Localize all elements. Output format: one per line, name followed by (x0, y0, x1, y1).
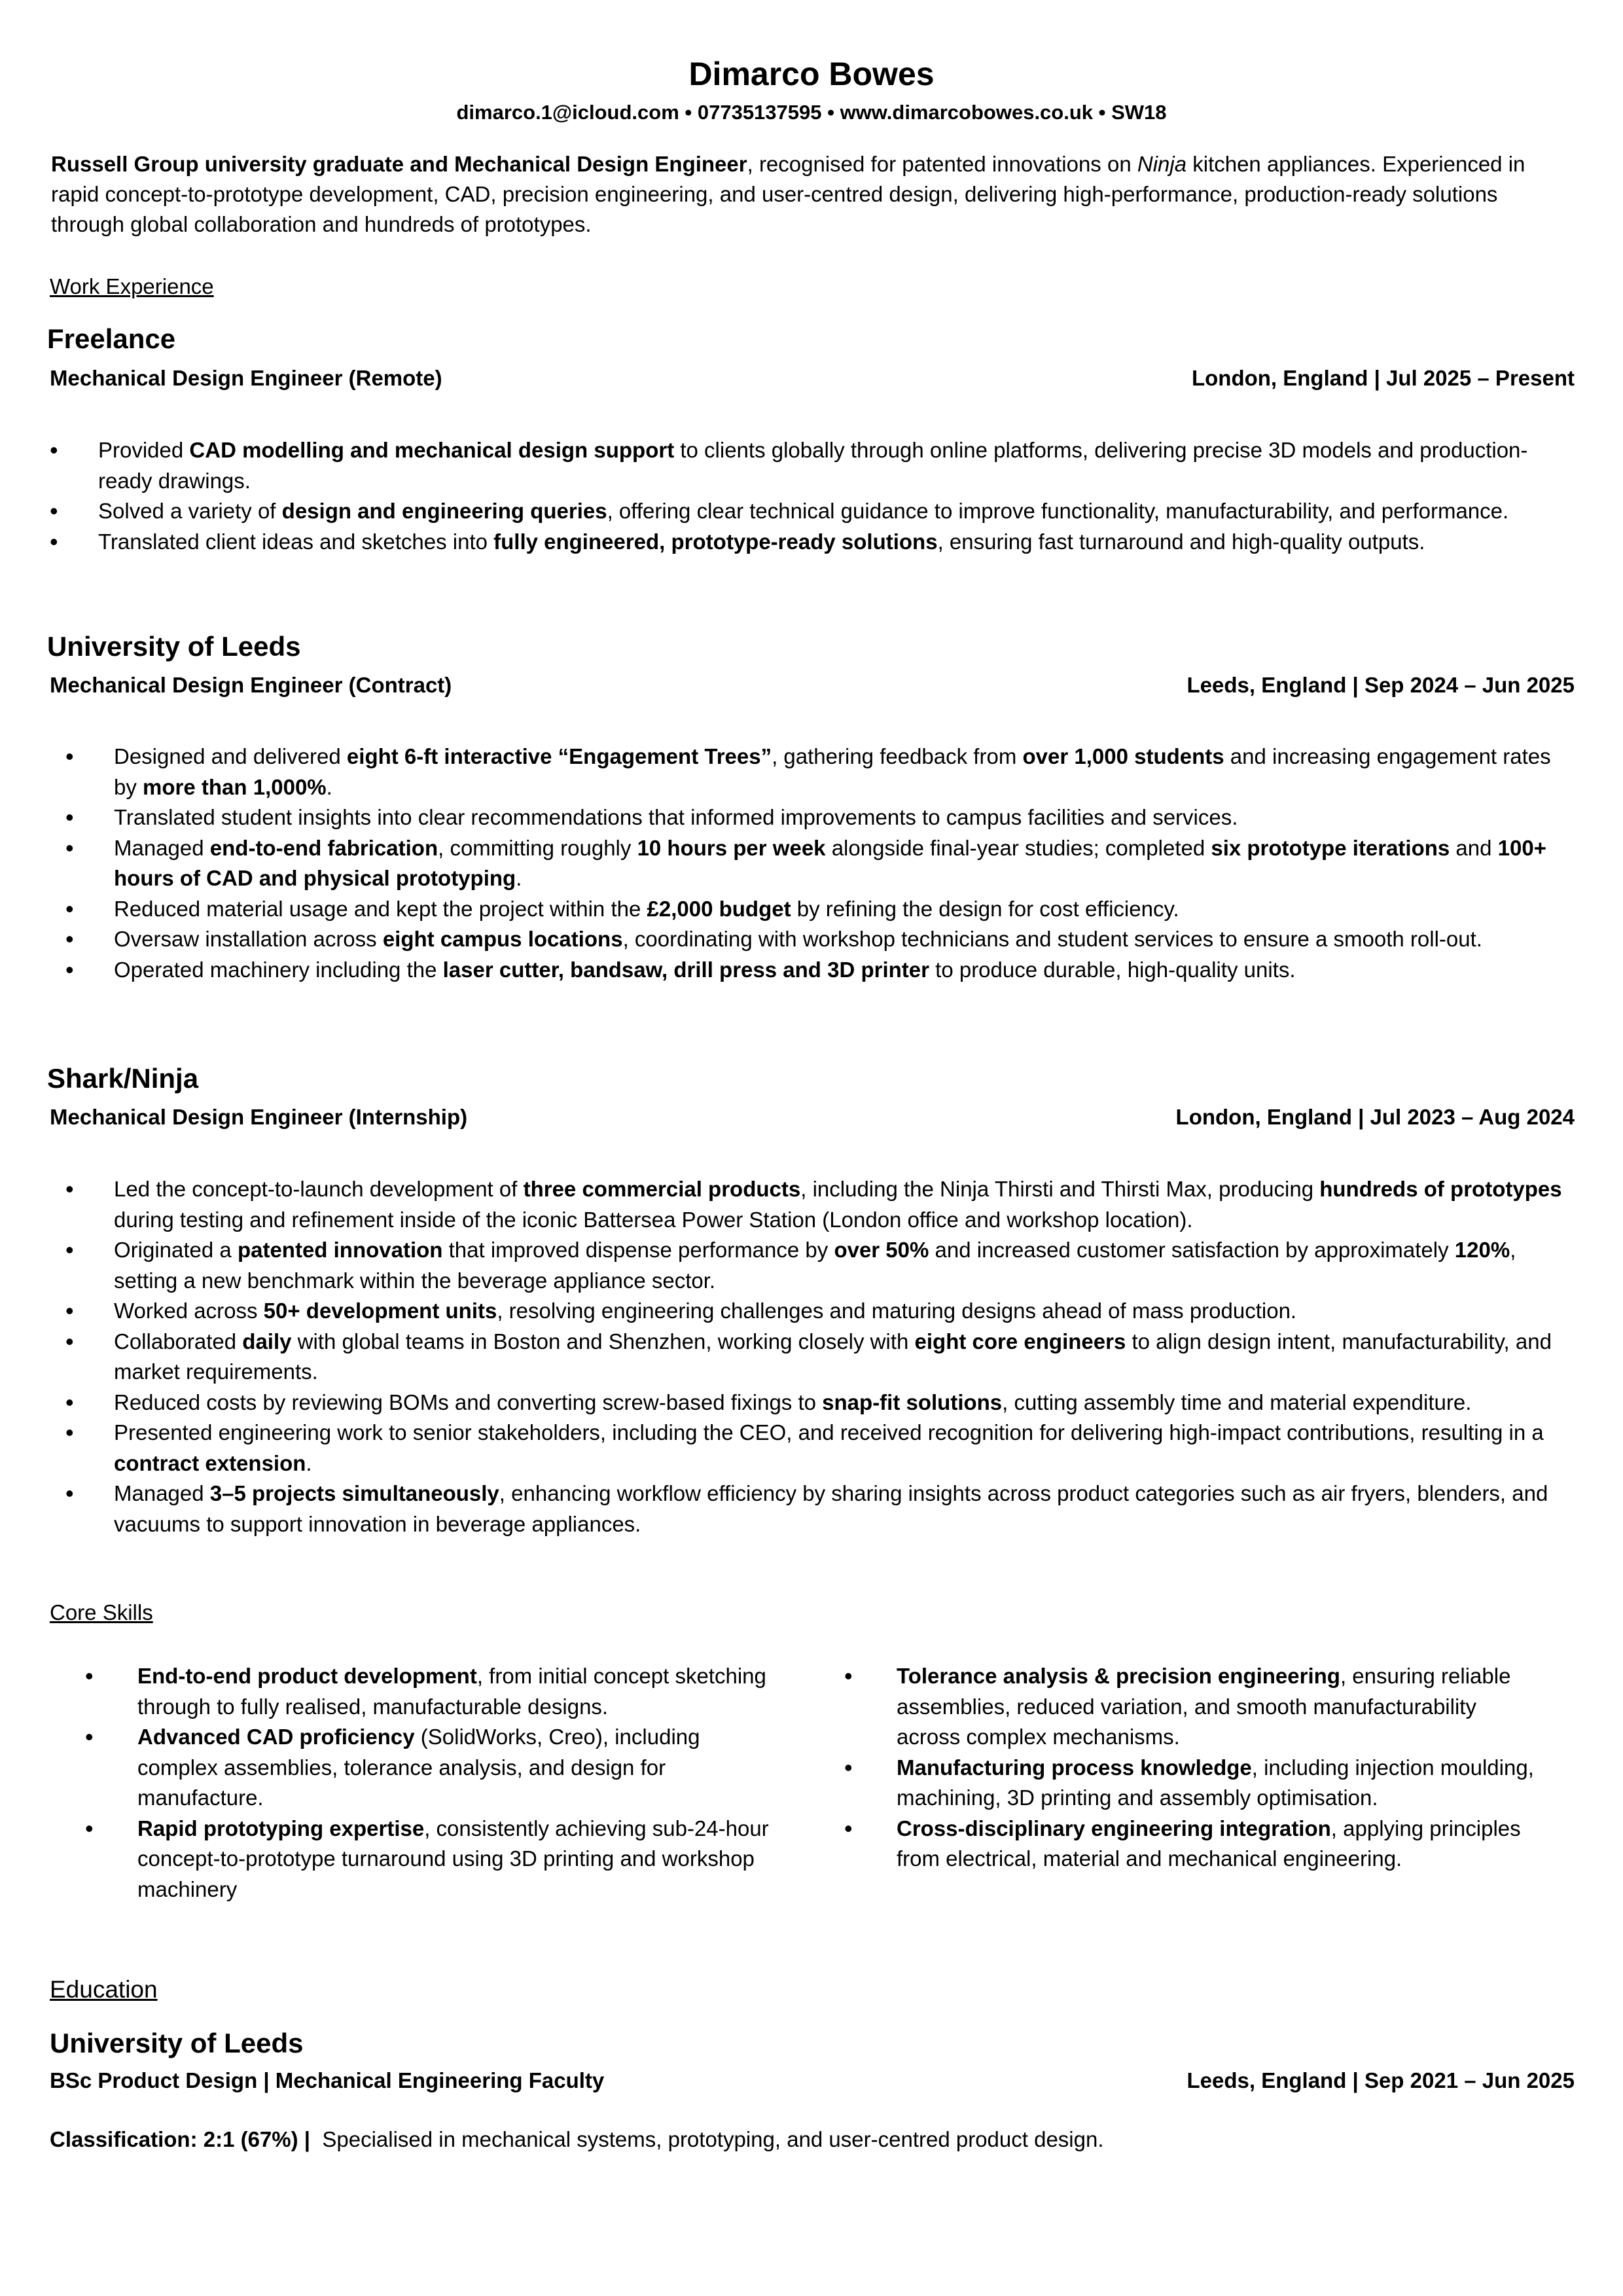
bullet-dot-icon: • (50, 437, 58, 463)
bullet-item (85, 1722, 779, 1814)
profile-summary (51, 149, 1576, 240)
bullet-text: , gathering feedback from (772, 744, 1023, 768)
job-role: Mechanical Design Engineer (Contract) (50, 673, 452, 697)
job-location-dates: London, England | Jul 2025 – Present (1191, 366, 1575, 390)
bullet-bold-text: snap-fit solutions (822, 1390, 1003, 1414)
summary-italic: Ninja (1137, 152, 1187, 176)
bullet-text: by refining the design for cost efficiency. (791, 896, 1179, 921)
bullet-bold-text: Rapid prototyping expertise (137, 1816, 425, 1840)
bullet-text: , applying principles from electrical, material and mechanical engineering. (897, 1816, 1521, 1871)
bullet-item (85, 1661, 779, 1722)
bullet-bold-text: 120% (1454, 1238, 1510, 1262)
bullet-bold-text: end-to-end fabrication (209, 835, 438, 860)
bullet-text: Worked across (114, 1299, 264, 1323)
bullet-text: to produce durable, high-quality units. (929, 957, 1296, 982)
bullet-bold-text: patented innovation (237, 1238, 443, 1262)
bullet-text: Translated client ideas and sketches into (98, 529, 494, 554)
degree-row (50, 2066, 1575, 2096)
bullet-text: , setting a new benchmark within the beverage appliance sector. (114, 1238, 1516, 1293)
bullet-text: Originated a (114, 1238, 238, 1262)
classification: Classification: 2:1 (67%) | (50, 2127, 311, 2151)
job-bullets (50, 435, 1576, 557)
bullet-dot-icon: • (85, 1723, 94, 1750)
bullet-text: and increased customer satisfaction by approximately (929, 1238, 1455, 1262)
bullet-bold-text: Tolerance analysis & precision engineering (897, 1664, 1340, 1688)
bullet-text: . (326, 774, 332, 799)
bullet-bold-text: 50+ development units (263, 1299, 497, 1323)
bullet-bold-text: over 50% (834, 1238, 929, 1262)
bullet-dot-icon: • (65, 1175, 74, 1202)
bullet-text: . (516, 866, 522, 890)
bullet-item (65, 1327, 1576, 1388)
bullet-text: with global teams in Boston and Shenzhen, working closely with (291, 1329, 915, 1354)
bullet-bold-text: eight core engineers (914, 1329, 1126, 1354)
bullet-text: Designed and delivered (114, 744, 347, 768)
bullet-item (844, 1753, 1538, 1814)
bullet-bold-text: Manufacturing process knowledge (897, 1755, 1252, 1780)
bullet-text: Solved a variety of (98, 499, 282, 523)
school-name: University of Leeds (50, 2028, 304, 2058)
bullet-dot-icon: • (65, 1388, 74, 1416)
bullet-bold-text: design and engineering queries (281, 499, 607, 523)
bullet-bold-text: eight campus locations (382, 927, 623, 951)
summary-lead: Russell Group university graduate and Mechanical Design Engineer (51, 152, 747, 176)
bullet-text: to align design intent, manufacturability, and market requirements. (114, 1329, 1552, 1384)
bullet-item (65, 833, 1576, 894)
job-role: Mechanical Design Engineer (Internship) (50, 1105, 468, 1129)
bullet-dot-icon: • (844, 1753, 853, 1781)
bullet-item (65, 1479, 1576, 1539)
bullet-bold-text: hundreds of prototypes (1319, 1177, 1562, 1201)
bullet-text: , including injection moulding, machining, 3D printing and assembly optimisation. (897, 1755, 1534, 1810)
job-location-dates: London, England | Jul 2023 – Aug 2024 (1175, 1105, 1575, 1129)
skills-list-left (85, 1661, 779, 1905)
bullet-text: Translated student insights into clear recommendations that informed improvements to campus facilities and services. (114, 805, 1238, 829)
skills-list-right (844, 1661, 1538, 1874)
bullet-item (85, 1814, 779, 1905)
company-name: Freelance (47, 323, 176, 354)
bullet-text: alongside final-year studies; completed (825, 835, 1211, 860)
bullet-text: , enhancing workflow efficiency by sharing insights across product categories such as air fryers, blenders, and vacuums to support innovation in beverage appliances. (114, 1481, 1548, 1536)
bullet-text: Collaborated (114, 1329, 243, 1354)
bullet-dot-icon: • (65, 895, 74, 922)
bullet-bold-text: daily (242, 1329, 292, 1354)
bullet-text: , coordinating with workshop technicians and student services to ensure a smooth roll-out. (622, 927, 1482, 951)
bullet-dot-icon: • (65, 1236, 74, 1263)
candidate-name: Dimarco Bowes (688, 56, 935, 92)
bullet-bold-text: three commercial products (523, 1177, 801, 1201)
job-bullets (65, 742, 1576, 985)
bullet-text: and (1450, 835, 1498, 860)
bullet-dot-icon: • (85, 1662, 94, 1689)
bullet-bold-text: 100+ hours of CAD and physical prototyping (114, 835, 1547, 890)
bullet-dot-icon: • (50, 528, 58, 555)
contact-line: dimarco.1@icloud.com • 07735137595 • www.dimarcobowes.co.uk • SW18 (456, 101, 1167, 124)
bullet-text: , consistently achieving sub-24-hour concept-to-prototype turnaround using 3D printing and workshop machinery (137, 1816, 769, 1901)
bullet-bold-text: six prototype iterations (1211, 835, 1450, 860)
bullet-text: to clients globally through online platforms, delivering precise 3D models and production-ready drawings. (98, 438, 1528, 493)
bullet-text: , offering clear technical guidance to improve functionality, manufacturability, and performance. (607, 499, 1509, 523)
bullet-item (65, 1296, 1576, 1327)
bullet-item (844, 1814, 1538, 1874)
bullet-dot-icon: • (65, 804, 74, 831)
bullet-bold-text: £2,000 budget (647, 896, 791, 921)
bullet-text: . (306, 1450, 312, 1475)
bullet-text: (SolidWorks, Creo), including complex assemblies, tolerance analysis, and design for manufacture. (137, 1725, 700, 1810)
bullet-bold-text: Cross-disciplinary engineering integration (897, 1816, 1331, 1840)
summary-text: kitchen appliances. Experienced in rapid concept-to-prototype development, CAD, precision engineering, and user-centred design, delivering high-performance, production-ready solutions through global collaboration and hundreds of prototypes. (51, 152, 1525, 236)
bullet-text: Led the concept-to-launch development of (114, 1177, 524, 1201)
bullet-dot-icon: • (50, 497, 58, 524)
bullet-item (50, 527, 1576, 558)
education-details: Specialised in mechanical systems, prototyping, and user-centred product design. (322, 2127, 1104, 2151)
bullet-dot-icon: • (65, 925, 74, 952)
bullet-item (65, 1235, 1576, 1296)
bullet-dot-icon: • (65, 1297, 74, 1324)
job-role: Mechanical Design Engineer (Remote) (50, 366, 442, 390)
bullet-text: Oversaw installation across (114, 927, 383, 951)
job-location-dates: Leeds, England | Sep 2024 – Jun 2025 (1186, 673, 1575, 697)
bullet-bold-text: End-to-end product development (137, 1664, 477, 1688)
bullet-dot-icon: • (65, 1419, 74, 1446)
summary-text: , recognised for patented innovations on (747, 152, 1137, 176)
bullet-text: , cutting assembly time and material expenditure. (1002, 1390, 1472, 1414)
bullet-dot-icon: • (85, 1814, 94, 1842)
bullet-text: , resolving engineering challenges and maturing designs ahead of mass production. (497, 1299, 1297, 1323)
bullet-text: Reduced material usage and kept the project within the (114, 896, 647, 921)
bullet-item (65, 1388, 1576, 1418)
bullet-dot-icon: • (65, 1327, 74, 1355)
bullet-bold-text: eight 6-ft interactive “Engagement Trees” (346, 744, 772, 768)
bullet-bold-text: laser cutter, bandsaw, drill press and 3D printer (442, 957, 929, 982)
bullet-bold-text: contract extension (114, 1450, 306, 1475)
bullet-dot-icon: • (844, 1814, 853, 1842)
bullet-item (50, 435, 1576, 496)
classification-row (50, 2125, 1104, 2155)
job-role-row (50, 363, 1575, 393)
section-title-education: Education (50, 1976, 158, 2003)
bullet-bold-text: Advanced CAD proficiency (137, 1725, 415, 1749)
bullet-text: that improved dispense performance by (442, 1238, 834, 1262)
bullet-item (65, 924, 1576, 955)
bullet-bold-text: CAD modelling and mechanical design support (189, 438, 675, 462)
bullet-item (65, 1174, 1576, 1235)
bullet-dot-icon: • (65, 834, 74, 861)
bullet-text: during testing and refinement inside of the iconic Battersea Power Station (London office and workshop location). (114, 1207, 1193, 1232)
bullet-text: Operated machinery including the (114, 957, 443, 982)
company-name: University of Leeds (47, 631, 301, 662)
bullet-item (844, 1661, 1538, 1753)
bullet-text: , including the Ninja Thirsti and Thirsti Max, producing (800, 1177, 1320, 1201)
degree: BSc Product Design | Mechanical Engineering Faculty (50, 2068, 605, 2092)
company-name: Shark/Ninja (47, 1063, 199, 1094)
bullet-dot-icon: • (65, 1480, 74, 1507)
bullet-dot-icon: • (844, 1662, 853, 1689)
bullet-text: Managed (114, 1481, 210, 1505)
bullet-text: Provided (98, 438, 190, 462)
bullet-text: , committing roughly (438, 835, 637, 860)
bullet-dot-icon: • (65, 956, 74, 983)
bullet-bold-text: fully engineered, prototype-ready solutions (493, 529, 938, 554)
bullet-text: Reduced costs by reviewing BOMs and converting screw-based fixings to (114, 1390, 823, 1414)
bullet-dot-icon: • (65, 743, 74, 770)
job-bullets (65, 1174, 1576, 1539)
bullet-item (65, 894, 1576, 925)
bullet-text: , ensuring fast turnaround and high-quality outputs. (937, 529, 1425, 554)
bullet-text: , ensuring reliable assemblies, reduced variation, and smooth manufacturability across complex mechanisms. (897, 1664, 1511, 1749)
bullet-item (65, 955, 1576, 986)
bullet-bold-text: 3–5 projects simultaneously (209, 1481, 499, 1505)
bullet-item (50, 496, 1576, 527)
section-title-work-experience: Work Experience (50, 274, 214, 298)
bullet-item (65, 802, 1576, 833)
section-title-core-skills: Core Skills (50, 1600, 153, 1624)
bullet-bold-text: more than 1,000% (143, 774, 327, 799)
job-role-row (50, 670, 1575, 700)
bullet-text: Managed (114, 835, 210, 860)
bullet-bold-text: 10 hours per week (637, 835, 826, 860)
bullet-text: , from initial concept sketching through to fully realised, manufacturable designs. (137, 1664, 766, 1719)
education-location-dates: Leeds, England | Sep 2021 – Jun 2025 (1186, 2068, 1575, 2092)
bullet-bold-text: over 1,000 students (1022, 744, 1224, 768)
job-role-row (50, 1102, 1575, 1132)
bullet-item (65, 1418, 1576, 1479)
bullet-item (65, 742, 1576, 802)
bullet-text: Presented engineering work to senior stakeholders, including the CEO, and received recognition for delivering high-impact contributions, resulting in a (114, 1420, 1544, 1444)
bullet-text: and increasing engagement rates by (114, 744, 1551, 799)
